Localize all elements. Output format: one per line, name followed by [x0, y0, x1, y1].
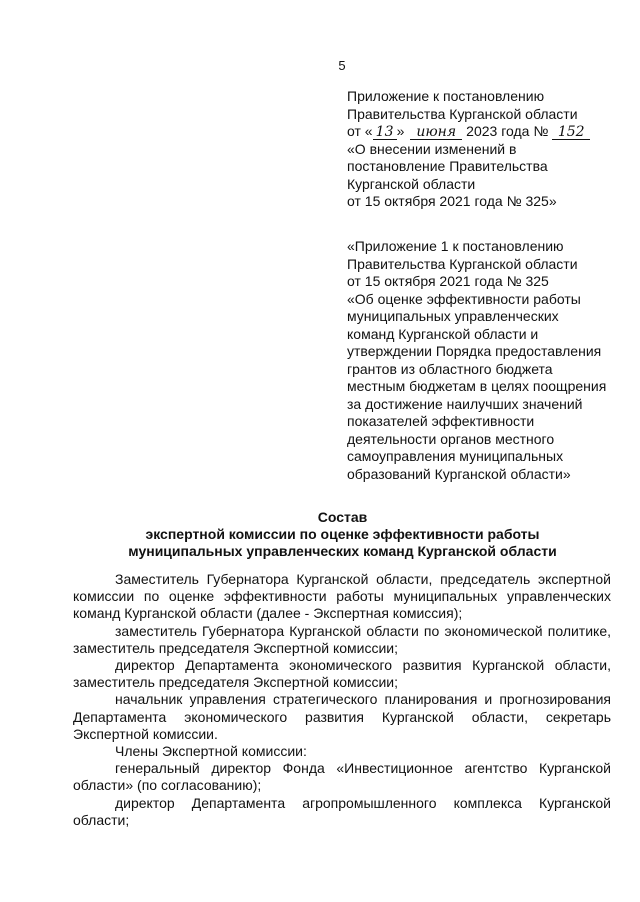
handwritten-month: июня: [410, 125, 462, 140]
paragraph-deputy-economic: заместитель Губернатора Курганской области по экономической политике, заместитель председателя Экспертной комиссии;: [73, 622, 611, 656]
prior-appendix-line: муниципальных управленческих: [347, 308, 559, 324]
paragraph-member-fund: генеральный директор Фонда «Инвестиционное агентство Курганской области» (по согласованию);: [73, 760, 611, 794]
prior-appendix-line: за достижение наилучших значений: [347, 395, 583, 412]
page-number: 5: [338, 58, 346, 73]
appendix-line-4: «О внесении изменений в: [347, 140, 517, 157]
body-text: [73, 571, 611, 829]
handwritten-day: 13: [373, 125, 397, 140]
appendix-line-2: Правительства Курганской области: [347, 105, 578, 122]
prior-appendix-line: показателей эффективности: [347, 413, 535, 429]
appendix-line-7: от 15 октября 2021 года № 325»: [347, 193, 557, 209]
document-title: [70, 509, 615, 560]
appendix-header: [347, 88, 607, 211]
prior-appendix-line: самоуправления муниципальных: [347, 448, 564, 464]
paragraph-member-agro: директор Департамента агропромышленного комплекса Курганской области;: [73, 794, 611, 828]
prior-appendix-line: команд Курганской области и: [347, 325, 539, 342]
paragraph-deputy-director: директор Департамента экономического развития Курганской области, заместитель председателя Экспертной комиссии;: [73, 657, 611, 691]
date-mid: »: [396, 123, 405, 139]
paragraph-members-heading: Члены Экспертной комиссии:: [115, 743, 307, 760]
paragraph-secretary: начальник управления стратегического планирования и прогнозирования Департамента экономического развития Курганской области, секретарь Экспертной комиссии.: [73, 691, 611, 742]
appendix-date-line: [347, 123, 607, 141]
prior-appendix-line: утверждении Порядка предоставления: [347, 343, 602, 359]
title-line-1: Состав: [317, 509, 368, 525]
paragraph-chairman: Заместитель Губернатора Курганской области, председатель экспертной комиссии по оценке эффективности работы муниципальных управленческих команд Курганской области (далее - Экспертная комиссия);: [73, 571, 611, 622]
title-line-2: экспертной комиссии по оценке эффективности работы: [145, 526, 540, 542]
title-line-3: муниципальных управленческих команд Курганской области: [128, 543, 557, 559]
prior-appendix-line: образований Курганской области»: [347, 465, 571, 482]
appendix-line-1: Приложение к постановлению: [347, 88, 545, 104]
prior-appendix-line: деятельности органов местного: [347, 430, 555, 447]
handwritten-number: 152: [552, 125, 590, 140]
prior-appendix-line: «Приложение 1 к постановлению: [347, 238, 564, 254]
appendix-line-6: Курганской области: [347, 175, 476, 192]
prior-appendix-line: грантов из областного бюджета: [347, 360, 553, 377]
prior-appendix-line: местным бюджетам в целях поощрения: [347, 378, 607, 394]
prior-appendix-line: от 15 октября 2021 года № 325: [347, 273, 549, 289]
prior-appendix-line: «Об оценке эффективности работы: [347, 290, 581, 307]
prior-appendix-header: [347, 238, 622, 483]
prior-appendix-line: Правительства Курганской области: [347, 255, 578, 272]
year-text: 2023 года №: [466, 123, 549, 139]
date-prefix: от «: [347, 123, 373, 139]
appendix-line-5: постановление Правительства: [347, 158, 548, 174]
